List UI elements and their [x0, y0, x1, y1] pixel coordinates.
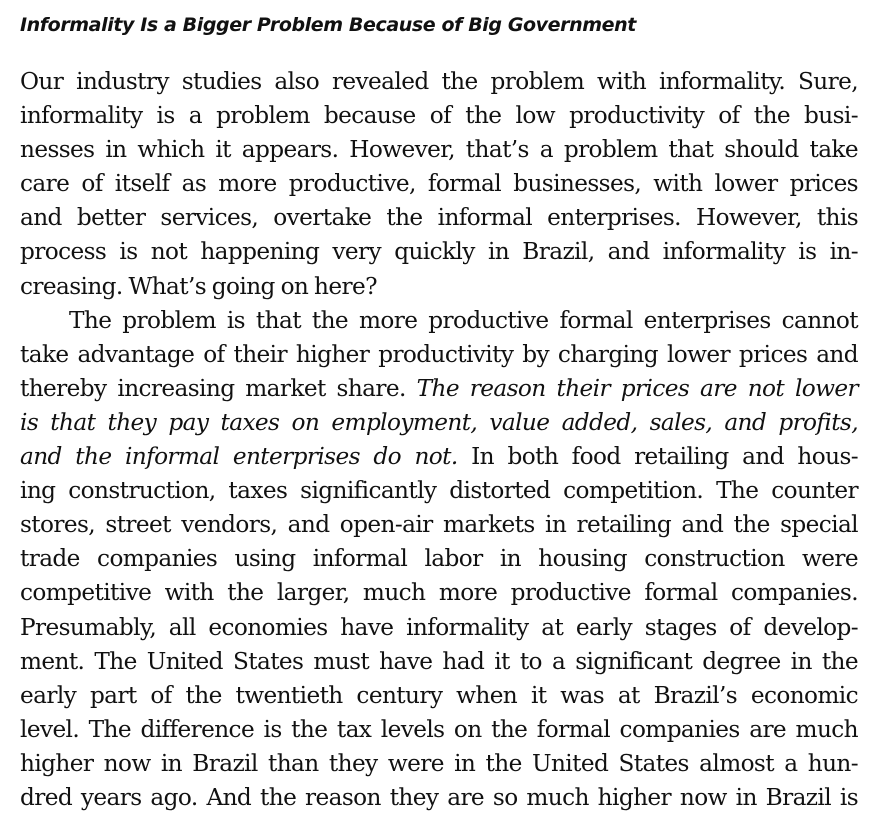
emphasized-text: and the informal enterprises do not.	[20, 443, 458, 471]
body-text	[20, 65, 858, 815]
text-segment: informality is a problem because of the low productivity of the busi-	[20, 102, 858, 130]
text-segment: thereby increasing market share.	[20, 374, 417, 402]
text-segment: competitive with the larger, much more productive formal companies.	[20, 579, 858, 607]
text-line	[20, 440, 858, 474]
text-segment: higher now in Brazil than they were in the United States almost a hun-	[20, 749, 858, 777]
text-segment: take advantage of their higher productivity by charging lower prices and	[20, 340, 858, 368]
text-segment: Presumably, all economies have informality at early stages of develop-	[20, 613, 858, 641]
text-segment: stores, street vendors, and open-air markets in retailing and the special	[20, 511, 858, 539]
text-line	[20, 406, 858, 440]
text-segment: level. The difference is the tax levels on the formal companies are much	[20, 715, 858, 743]
text-segment: dred years ago. And the reason they are so much higher now in Brazil is	[20, 783, 858, 811]
text-segment: ing construction, taxes significantly distorted competition. The counter	[20, 477, 858, 505]
text-line	[20, 304, 858, 338]
text-segment: early part of the twentieth century when it was at Brazil’s economic	[20, 681, 858, 709]
text-segment: The problem is that the more productive formal enterprises cannot	[69, 306, 858, 334]
text-segment: ment. The United States must have had it to a significant degree in the	[20, 647, 858, 675]
text-segment: care of itself as more productive, formal businesses, with lower prices	[20, 170, 858, 198]
text-line	[20, 679, 858, 713]
text-line	[20, 781, 858, 815]
text-line	[20, 747, 858, 781]
text-line	[20, 645, 858, 679]
text-line	[20, 167, 858, 201]
text-line	[20, 270, 858, 304]
text-segment: Our industry studies also revealed the problem with informality. Sure,	[20, 68, 858, 95]
text-line	[20, 133, 858, 167]
document-page	[20, 0, 858, 836]
text-segment: In both food retailing and hous-	[457, 443, 858, 471]
text-line	[20, 508, 858, 542]
text-line	[20, 65, 858, 99]
text-line	[20, 474, 858, 508]
text-line	[20, 235, 858, 269]
section-heading: Informality Is a Bigger Problem Because of Big Government	[20, 14, 636, 36]
text-line	[20, 713, 858, 747]
text-line	[20, 576, 858, 610]
emphasized-text: The reason their prices are not lower	[416, 374, 858, 402]
text-line	[20, 372, 858, 406]
text-segment: process is not happening very quickly in Brazil, and informality is in-	[20, 238, 858, 266]
emphasized-text: is that they pay taxes on employment, value added, sales, and profits,	[20, 408, 858, 436]
text-line	[20, 542, 858, 576]
text-segment: and better services, overtake the informal enterprises. However, this	[20, 204, 858, 232]
text-segment: creasing. What’s going on here?	[20, 272, 377, 300]
text-line	[20, 201, 858, 235]
text-segment: trade companies using informal labor in housing construction were	[20, 545, 858, 573]
text-line	[20, 338, 858, 372]
text-line	[20, 99, 858, 133]
text-segment: nesses in which it appears. However, that’s a problem that should take	[20, 136, 858, 164]
text-line	[20, 611, 858, 645]
